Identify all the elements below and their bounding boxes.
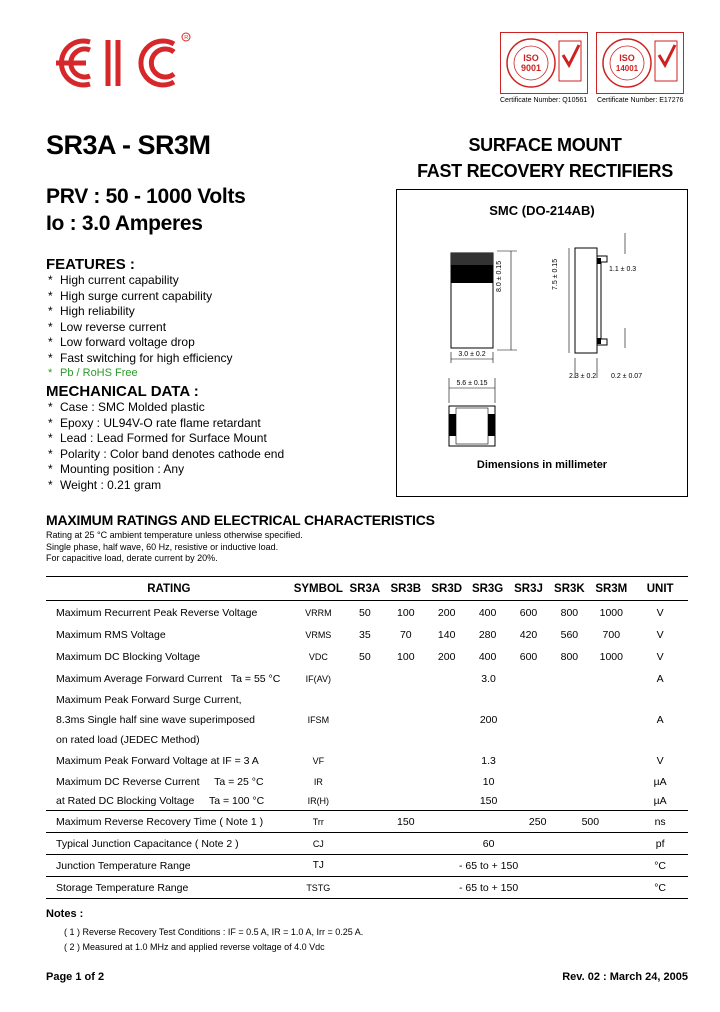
category-line1: SURFACE MOUNT (468, 135, 622, 155)
rating-note: For capacitive load, derate current by 20%. (46, 553, 218, 563)
col-unit: UNIT (646, 582, 674, 595)
table-row: at Rated DC Blocking Voltage Ta = 100 °C IR(H) 150 µA (46, 792, 688, 811)
feature-item-pb-free: * Pb / RoHS Free (48, 367, 138, 379)
col-symbol: SYMBOL (293, 582, 343, 595)
col-type: SR3G (471, 582, 504, 595)
eic-logo (46, 28, 196, 98)
table-row: 8.3ms Single half sine wave superimposed IFSM 200 A (56, 713, 664, 726)
table-row: Maximum Peak Forward Voltage at IF = 3 A VF 1.3 V (56, 755, 664, 767)
features-heading: FEATURES : (46, 256, 135, 273)
feature-item: * High current capability (48, 273, 179, 287)
cert1-label: Certificate Number: Q10561 (500, 97, 588, 104)
mech-item: * Mounting position : Any (48, 462, 185, 476)
feature-item: * Low reverse current (48, 319, 167, 334)
mech-item: * Lead : Lead Formed for Surface Mount (48, 431, 267, 445)
col-rating: RATING (147, 582, 191, 595)
iso14001-badge (596, 32, 684, 94)
mechanical-heading: MECHANICAL DATA : (46, 383, 199, 400)
col-type: SR3J (514, 582, 543, 595)
table-row: Maximum Reverse Recovery Time ( Note 1 ) Trr 150 250 500 ns (46, 811, 688, 833)
table-row: Maximum DC Reverse Current Ta = 25 °C IR 10 µA (56, 776, 667, 788)
dim-0-2: 0.2 ± 0.07 (611, 373, 643, 380)
table-row: Maximum RMS Voltage VRMS 35 70 140 280 420 560 700 V (56, 629, 664, 641)
notes-list (64, 925, 363, 955)
iso9001-badge (500, 32, 588, 94)
feature-item: * Fast switching for high efficiency (48, 350, 233, 365)
rating-note: Rating at 25 °C ambient temperature unless otherwise specified. (46, 530, 303, 540)
table-row: Maximum DC Blocking Voltage VDC 50 100 200 400 600 800 1000 V (56, 650, 664, 663)
rating-note: Single phase, half wave, 60 Hz, resistive or inductive load. (46, 541, 279, 552)
cert2-iso: ISO (619, 53, 635, 63)
dimensions-caption: Dimensions in millimeter (476, 459, 608, 471)
col-type: SR3M (595, 582, 628, 595)
table-row: Maximum Average Forward Current Ta = 55 °C IF(AV) 3.0 A (56, 672, 664, 685)
feature-item: * High surge current capability (48, 288, 213, 303)
table-row: Typical Junction Capacitance ( Note 2 ) CJ 60 pf (46, 833, 688, 855)
dim-1-1: 1.1 ± 0.3 (609, 266, 637, 273)
table-row: Maximum Peak Forward Surge Current, (56, 693, 242, 706)
mech-item: * Weight : 0.21 gram (48, 477, 162, 492)
category-line2: FAST RECOVERY RECTIFIERS (417, 161, 673, 181)
table-row: Junction Temperature Range TJ - 65 to + 150 °C (46, 855, 688, 877)
ratings-notes (46, 530, 303, 565)
table-row: on rated load (JEDEC Method) (56, 733, 200, 746)
dim-8: 8.0 ± 0.15 (496, 260, 503, 292)
note-item: ( 2 ) Measured at 1.0 MHz and applied reverse voltage of 4.0 Vdc (64, 942, 325, 952)
cert2-label: Certificate Number: E17276 (597, 97, 684, 104)
col-type: SR3D (431, 582, 463, 595)
feature-item: * High reliability (48, 304, 135, 318)
mech-item: * Polarity : Color band denotes cathode end (48, 446, 285, 461)
package-drawing-box (396, 189, 688, 497)
feature-item: * Low forward voltage drop (48, 335, 195, 349)
logo-text (0, 0, 1, 1)
col-type: SR3K (554, 582, 585, 595)
col-type: SR3B (390, 582, 422, 595)
svg-text:R: R (184, 35, 189, 41)
dim-5-6: 5.6 ± 0.15 (456, 380, 488, 387)
mech-item: * Epoxy : UL94V-O rate flame retardant (48, 415, 261, 430)
cert1-iso: ISO (523, 53, 539, 63)
package-name: SMC (DO-214AB) (489, 203, 595, 218)
prv-spec: PRV : 50 - 1000 Volts (46, 185, 246, 208)
cert2-num: 14001 (615, 64, 639, 73)
col-type: SR3A (349, 582, 381, 595)
part-number-title: SR3A - SR3M (46, 130, 211, 160)
io-spec: Io : 3.0 Amperes (46, 212, 203, 235)
mech-item: * Case : SMC Molded plastic (48, 400, 205, 414)
dim-3: 3.0 ± 0.2 (458, 351, 486, 358)
table-row: Maximum Recurrent Peak Reverse Voltage VRRM 50 100 200 400 600 800 1000 V (56, 606, 664, 619)
ratings-table (46, 576, 688, 899)
features-list (46, 273, 233, 382)
note-item: ( 1 ) Reverse Recovery Test Conditions : IF = 0.5 A, IR = 1.0 A, Irr = 0.25 A. (64, 927, 364, 937)
package-outline-drawing (397, 228, 687, 458)
table-header-row (46, 577, 688, 601)
revision-date: Rev. 02 : March 24, 2005 (562, 971, 688, 983)
page-number: Page 1 of 2 (46, 971, 105, 983)
notes-heading: Notes : (46, 908, 84, 920)
dim-2-3: 2.3 ± 0.2 (569, 373, 597, 380)
ratings-heading: MAXIMUM RATINGS AND ELECTRICAL CHARACTERISTICS (46, 512, 435, 528)
dim-7-5: 7.5 ± 0.15 (552, 258, 559, 290)
mechanical-list (46, 400, 284, 493)
cert1-num: 9001 (520, 63, 542, 73)
table-row: Storage Temperature Range TSTG - 65 to + 150 °C (46, 877, 688, 899)
